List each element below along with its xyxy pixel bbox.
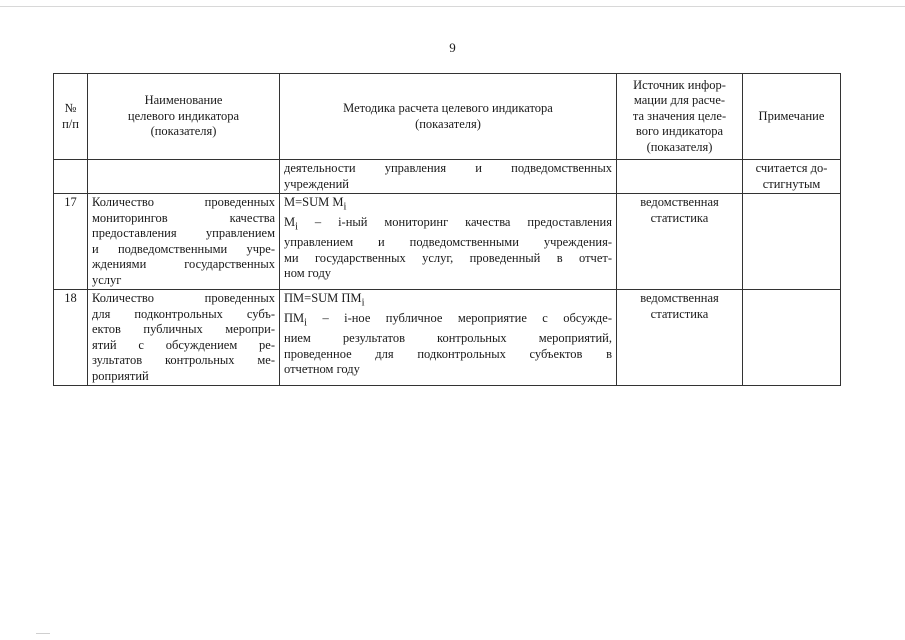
formula: M=SUM $M_i$ <box>284 195 347 213</box>
row-number: 17 <box>54 194 88 290</box>
page-number: 9 <box>449 40 456 55</box>
row-indicator-name: Количество проведенных мониторингов качества предоставления управлением и подведомственными учре- ждениями государственных услуг <box>88 194 280 290</box>
row-method: M=SUM $M_i$ $M_i - i-ный$ мониторинг качества предоставления управлением и подведомственными учреждения- ми государственных услуг, проведенный в отчет- ном году <box>280 194 617 290</box>
row-method: ПМ=SUM $ПМ_i$ $ПМ_i - i-ное$ публичное мероприятие с обсужде- нием результатов контрольных мероприятий, проведенное для подконтрольных субъектов в отчетном году <box>280 290 617 386</box>
row-note <box>743 290 841 386</box>
row-method: деятельности управления и подведомственных учреждений <box>280 160 617 194</box>
indicator-table <box>53 73 841 386</box>
header-number: № п/п <box>54 74 88 160</box>
formula: ПМ=SUM $ПМ_i$ <box>284 291 365 309</box>
row-number: 18 <box>54 290 88 386</box>
scan-edge-line <box>0 6 905 7</box>
row-indicator-name <box>88 160 280 194</box>
table-row <box>54 194 841 290</box>
scan-edge-mark <box>36 633 50 634</box>
row-source: ведомственная статистика <box>617 194 743 290</box>
header-indicator-name: Наименование целевого индикатора (показателя) <box>88 74 280 160</box>
table-row <box>54 290 841 386</box>
header-information-source: Источник инфор- мации для расче- та значения целе- вого индикатора (показателя) <box>617 74 743 160</box>
table-header-row <box>54 74 841 160</box>
row-source <box>617 160 743 194</box>
row-number <box>54 160 88 194</box>
header-note: Примечание <box>743 74 841 160</box>
row-source: ведомственная статистика <box>617 290 743 386</box>
header-calculation-method: Методика расчета целевого индикатора (показателя) <box>280 74 617 160</box>
row-note: считается до- стигнутым <box>743 160 841 194</box>
row-note <box>743 194 841 290</box>
row-indicator-name: Количество проведенных для подконтрольных субъ- ектов публичных меропри- ятий с обсуждением ре- зультатов контрольных ме- роприятий <box>88 290 280 386</box>
table-row <box>54 160 841 194</box>
